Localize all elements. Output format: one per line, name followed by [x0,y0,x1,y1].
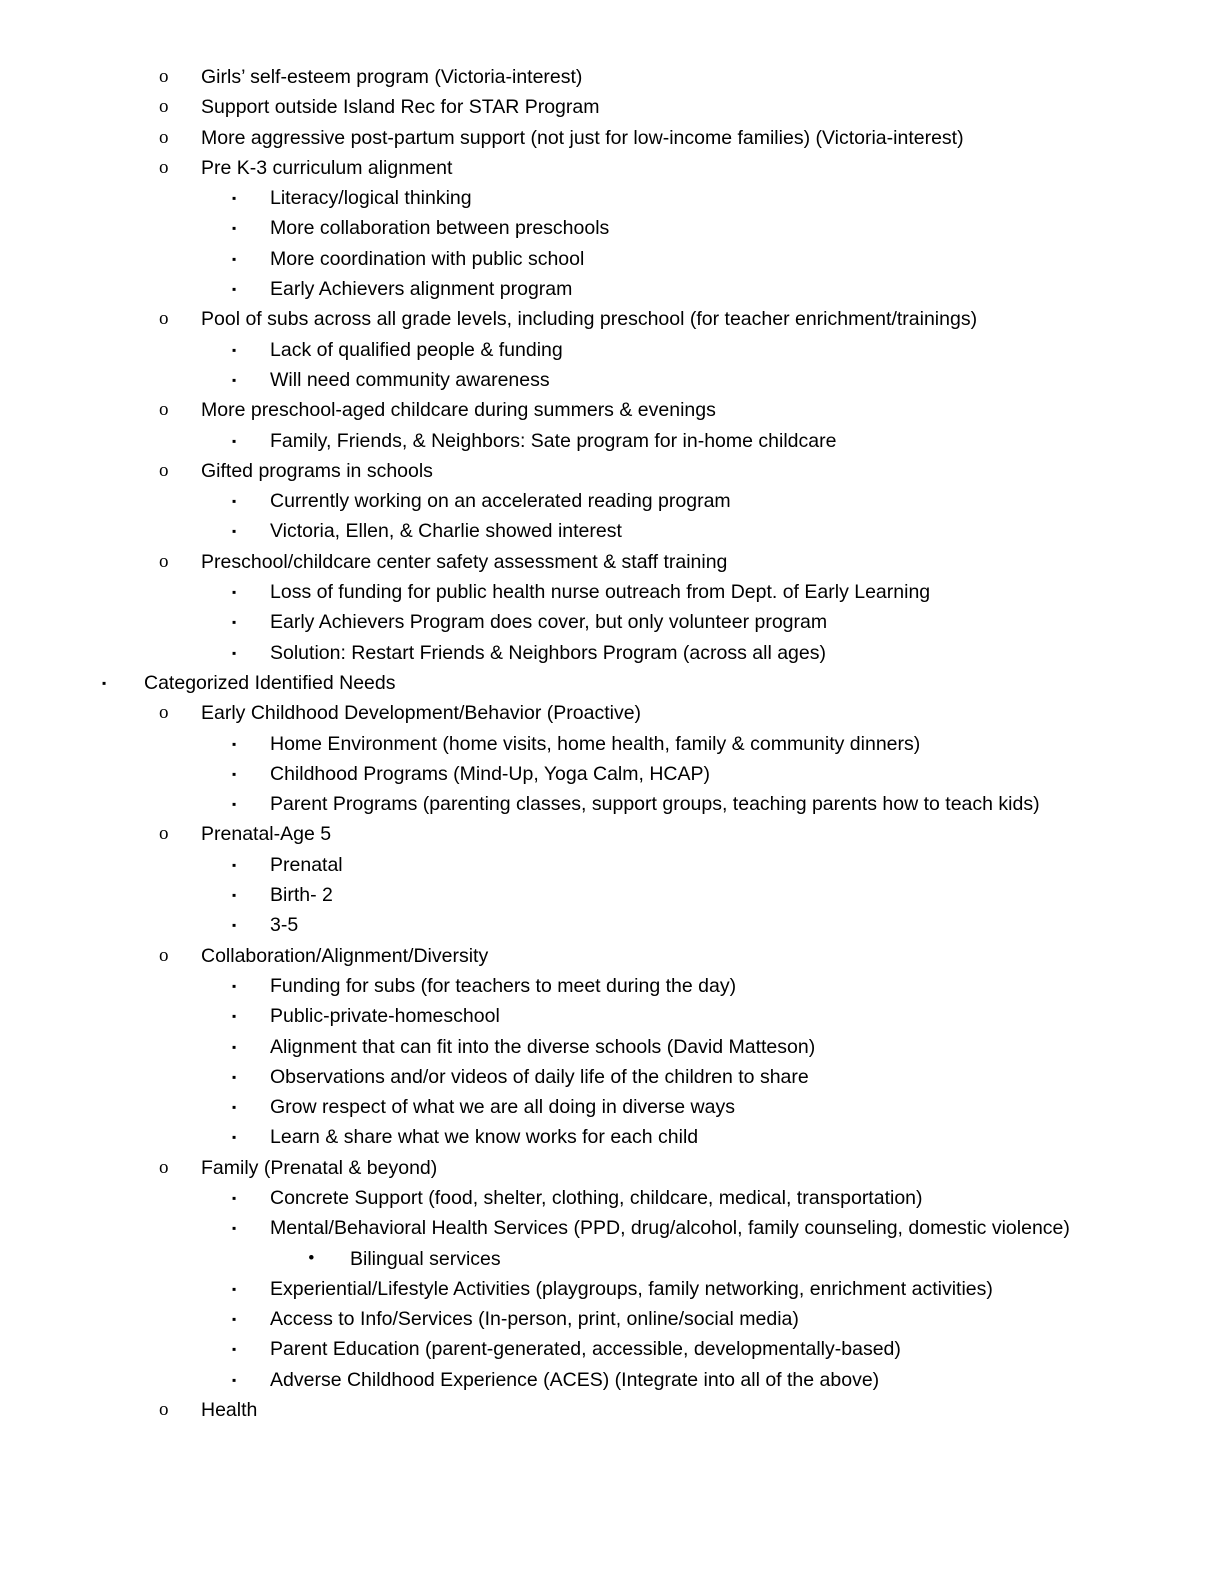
list-item [96,941,1128,971]
list-item [96,395,1128,425]
list-item-text: More collaboration between preschools [270,217,610,240]
square-bullet-icon: ▪ [102,675,107,690]
square-bullet-icon: ▪ [232,1342,237,1357]
circle-bullet-icon: o [159,1156,169,1178]
list-item-text: Preschool/childcare center safety assessment & staff training [201,550,728,573]
square-bullet-icon: ▪ [232,1069,237,1084]
list-item-text: Public-private-homeschool [270,1005,500,1028]
list-item [96,62,1128,92]
list-item-text: Loss of funding for public health nurse outreach from Dept. of Early Learning [270,581,931,604]
list-item-text: Parent Programs (parenting classes, support groups, teaching parents how to teach kids) [270,793,1040,816]
square-bullet-icon: ▪ [232,372,237,387]
list-item [96,759,1128,789]
square-bullet-icon: ▪ [232,1372,237,1387]
square-bullet-icon: ▪ [232,766,237,781]
list-item [96,123,1128,153]
list-item [96,1032,1128,1062]
list-item-text: Access to Info/Services (In-person, print, online/social media) [270,1308,799,1331]
list-item-text: Pre K-3 curriculum alignment [201,156,453,179]
list-item-text: Gifted programs in schools [201,459,433,482]
list-item-text: Lack of qualified people & funding [270,338,563,361]
square-bullet-icon: ▪ [232,1039,237,1054]
list-item-text: Parent Education (parent-generated, accessible, developmentally-based) [270,1338,901,1361]
list-item-text: Concrete Support (food, shelter, clothing, childcare, medical, transportation) [270,1186,923,1209]
list-item-text: More preschool-aged childcare during summers & evenings [201,399,716,422]
square-bullet-icon: ▪ [232,645,237,660]
list-item [96,1092,1128,1122]
list-item-text: Learn & share what we know works for each child [270,1126,699,1149]
list-item-text: Grow respect of what we are all doing in diverse ways [270,1096,735,1119]
list-item [96,819,1128,849]
outline-list [96,62,1128,1425]
list-item-text: Mental/Behavioral Health Services (PPD, drug/alcohol, family counseling, domestic violence) [270,1217,1070,1240]
list-item [96,577,1128,607]
list-item-text: Pool of subs across all grade levels, including preschool (for teacher enrichment/trainings) [201,308,978,331]
list-item [96,668,1128,698]
square-bullet-icon: ▪ [232,857,237,872]
list-item [96,698,1128,728]
list-item [96,971,1128,1001]
list-item-text: Home Environment (home visits, home health, family & community dinners) [270,732,921,755]
circle-bullet-icon: o [159,459,169,481]
list-item-text: Childhood Programs (Mind-Up, Yoga Calm, HCAP) [270,762,711,785]
list-item-text: Observations and/or videos of daily life of the children to share [270,1065,809,1088]
list-item [96,910,1128,940]
list-item [96,1304,1128,1334]
circle-bullet-icon: o [159,1399,169,1421]
square-bullet-icon: ▪ [232,494,237,509]
list-item-text: Prenatal [270,853,343,876]
list-item-text: Solution: Restart Friends & Neighbors Program (across all ages) [270,641,826,664]
list-item [96,244,1128,274]
list-item-text: Health [201,1399,258,1422]
list-item [96,1395,1128,1425]
list-item [96,1244,1128,1274]
square-bullet-icon: ▪ [232,1312,237,1327]
list-item [96,1274,1128,1304]
square-bullet-icon: ▪ [232,191,237,206]
list-item [96,1213,1128,1243]
list-item-text: Early Achievers Program does cover, but only volunteer program [270,611,828,634]
list-item-text: Early Achievers alignment program [270,278,573,301]
list-item [96,1001,1128,1031]
list-item [96,213,1128,243]
circle-bullet-icon: o [159,156,169,178]
list-item-text: Victoria, Ellen, & Charlie showed interest [270,520,622,543]
list-item-text: Family, Friends, & Neighbors: Sate program for in-home childcare [270,429,837,452]
list-item [96,1062,1128,1092]
list-item [96,1334,1128,1364]
list-item-text: More aggressive post-partum support (not just for low-income families) (Victoria-interest) [201,126,964,149]
circle-bullet-icon: o [159,96,169,118]
square-bullet-icon: ▪ [232,585,237,600]
dot-bullet-icon: • [308,1247,315,1269]
list-item [96,1153,1128,1183]
list-item [96,183,1128,213]
list-item-text: Girls’ self-esteem program (Victoria-interest) [201,66,583,88]
square-bullet-icon: ▪ [232,978,237,993]
list-item [96,335,1128,365]
list-item-text: Will need community awareness [270,368,550,391]
square-bullet-icon: ▪ [232,1190,237,1205]
square-bullet-icon: ▪ [232,524,237,539]
list-item-text: Support outside Island Rec for STAR Program [201,96,600,119]
square-bullet-icon: ▪ [232,1281,237,1296]
list-item [96,153,1128,183]
list-item [96,304,1128,334]
list-item-text: More coordination with public school [270,247,585,270]
list-item [96,516,1128,546]
list-item [96,880,1128,910]
square-bullet-icon: ▪ [232,1130,237,1145]
list-item [96,729,1128,759]
list-item [96,1365,1128,1395]
square-bullet-icon: ▪ [232,1009,237,1024]
circle-bullet-icon: o [159,944,169,966]
circle-bullet-icon: o [159,126,169,148]
list-item-text: Funding for subs (for teachers to meet during the day) [270,974,737,997]
list-item-text: Family (Prenatal & beyond) [201,1156,438,1179]
circle-bullet-icon: o [159,702,169,724]
list-item-text: Currently working on an accelerated reading program [270,490,731,513]
circle-bullet-icon: o [159,308,169,330]
list-item [96,789,1128,819]
list-item [96,547,1128,577]
square-bullet-icon: ▪ [232,433,237,448]
list-item [96,456,1128,486]
list-item-text: Categorized Identified Needs [144,671,396,694]
list-item [96,1122,1128,1152]
list-item [96,365,1128,395]
square-bullet-icon: ▪ [232,1100,237,1115]
list-item [96,638,1128,668]
list-item-text: Literacy/logical thinking [270,187,472,210]
square-bullet-icon: ▪ [232,282,237,297]
list-item-text: Experiential/Lifestyle Activities (playgroups, family networking, enrichment activities) [270,1277,993,1300]
list-item-text: Collaboration/Alignment/Diversity [201,944,489,967]
list-item [96,274,1128,304]
square-bullet-icon: ▪ [232,615,237,630]
circle-bullet-icon: o [159,823,169,845]
list-item [96,1183,1128,1213]
square-bullet-icon: ▪ [232,342,237,357]
circle-bullet-icon: o [159,66,169,87]
circle-bullet-icon: o [159,550,169,572]
list-item [96,486,1128,516]
list-item-text: 3-5 [270,914,299,937]
list-item-text: Alignment that can fit into the diverse schools (David Matteson) [270,1035,816,1058]
list-item-text: Early Childhood Development/Behavior (Proactive) [201,702,642,725]
list-item-text: Birth- 2 [270,884,333,907]
square-bullet-icon: ▪ [232,918,237,933]
list-item [96,92,1128,122]
square-bullet-icon: ▪ [232,251,237,266]
square-bullet-icon: ▪ [232,736,237,751]
square-bullet-icon: ▪ [232,888,237,903]
square-bullet-icon: ▪ [232,221,237,236]
list-item-text: Prenatal-Age 5 [201,823,332,846]
list-item-text: Bilingual services [350,1247,501,1270]
list-item [96,850,1128,880]
square-bullet-icon: ▪ [232,1221,237,1236]
square-bullet-icon: ▪ [232,797,237,812]
list-item-text: Adverse Childhood Experience (ACES) (Integrate into all of the above) [270,1368,880,1391]
list-item [96,607,1128,637]
circle-bullet-icon: o [159,399,169,421]
list-item [96,426,1128,456]
